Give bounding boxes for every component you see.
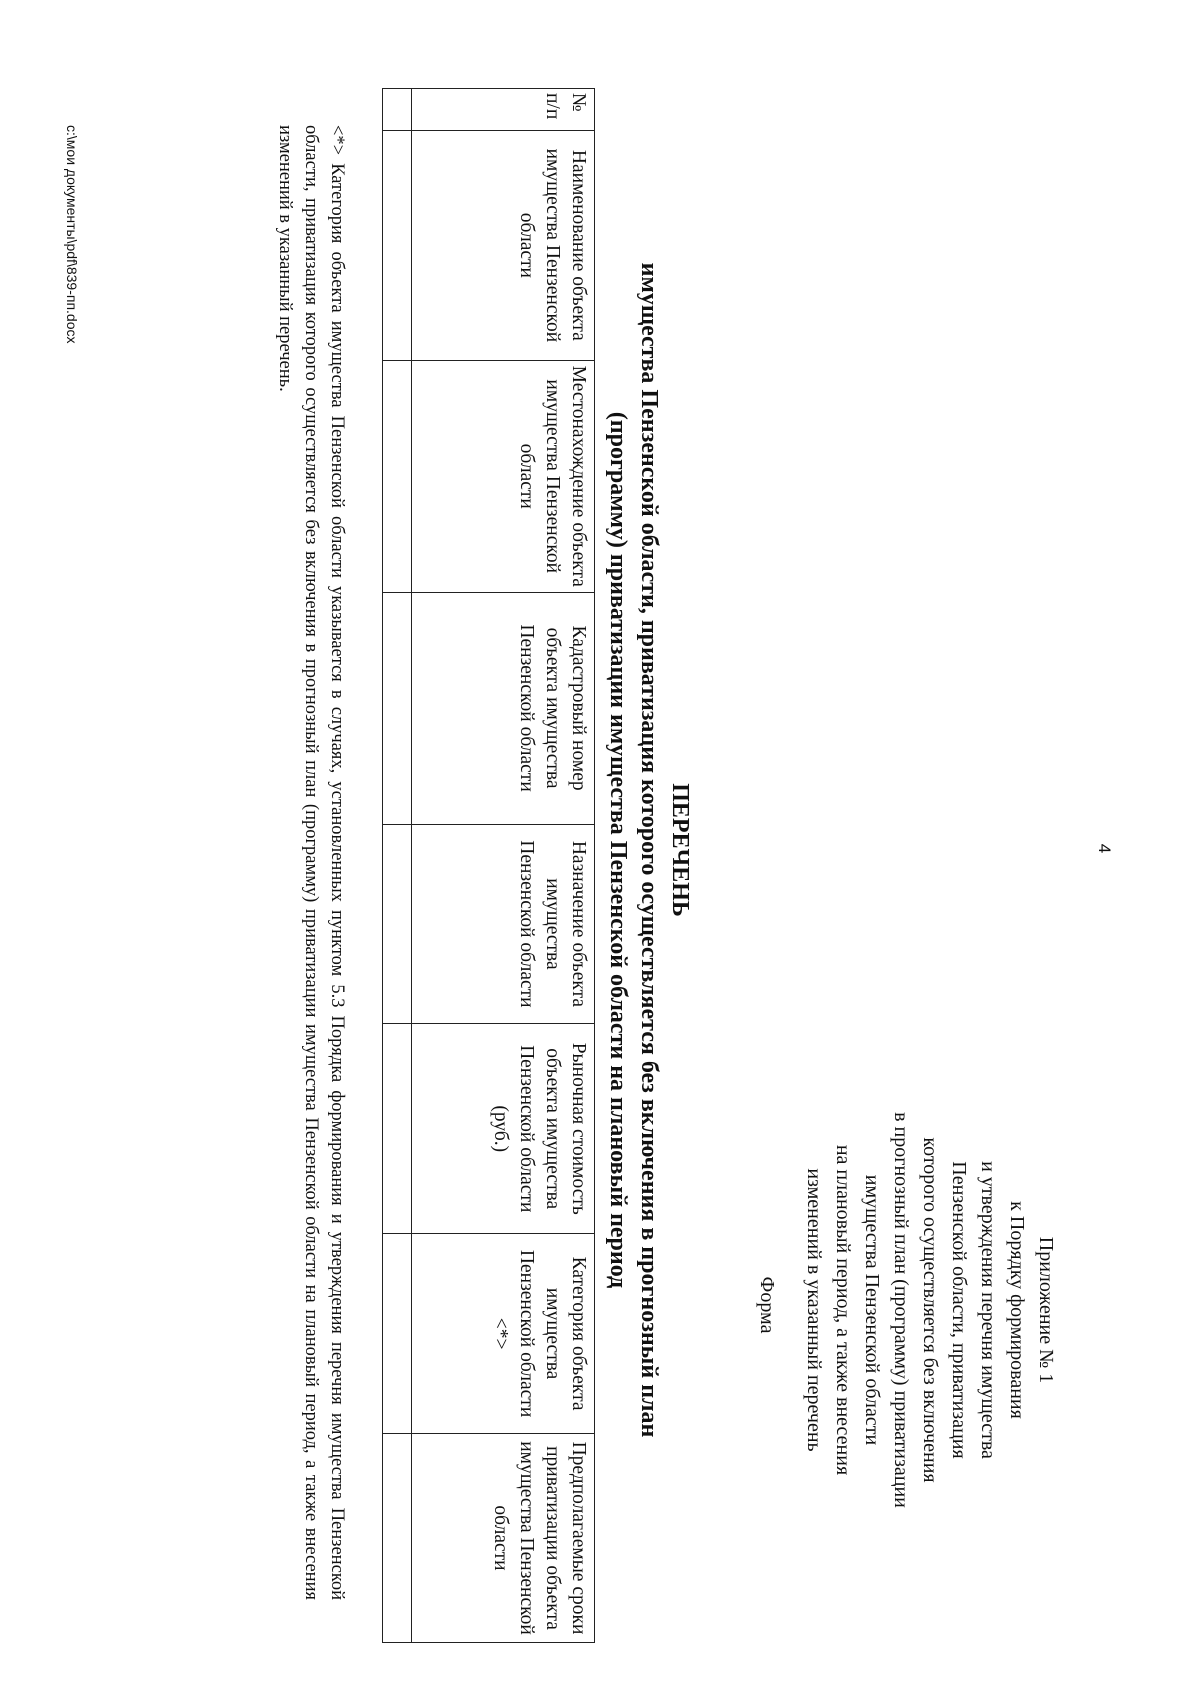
footnote: <*> Категория объекта имущества Пензенской области указывается в случаях, установленных пунктом 5.3 Порядка формирования и утверждения перечня имущества Пензенской области, приватизация которого осуществляется без включения в прогнозный план (программу) приватизации имущества Пензенской области на плановый период, а также внесения изменений в указанный перечень. bbox=[275, 125, 347, 1600]
title-line: имущества Пензенской области, приватизация которого осуществляется без включения в прогнозный план bbox=[636, 262, 662, 1438]
title-heading: ПЕРЕЧЕНЬ bbox=[667, 783, 693, 917]
appendix-line: Пензенской области, приватизация bbox=[948, 1161, 970, 1459]
column-header-name: Наименование объекта имущества Пензенской области bbox=[412, 130, 595, 360]
table-cell bbox=[383, 1024, 412, 1234]
file-path-footer: c:\мои документы\pdf\839-пп.docx bbox=[64, 125, 80, 344]
appendix-line: к Порядку формирования bbox=[1006, 1201, 1028, 1419]
form-label: Форма bbox=[756, 1276, 778, 1334]
property-list-table bbox=[382, 88, 595, 1643]
appendix-line: на плановый период, а также внесения bbox=[832, 1144, 854, 1476]
page-number: 4 bbox=[1095, 843, 1114, 854]
table-cell bbox=[383, 824, 412, 1024]
table-cell bbox=[383, 1234, 412, 1434]
title-line: (программу) приватизации имущества Пензенской области на плановый период bbox=[605, 411, 631, 1289]
appendix-line: имущества Пензенской области bbox=[861, 1174, 883, 1446]
appendix-line: и утверждения перечня имущества bbox=[977, 1161, 999, 1459]
appendix-line: в прогнозный план (программу) приватизации bbox=[890, 1112, 912, 1508]
table-cell bbox=[383, 1434, 412, 1643]
appendix-line: изменений в указанный перечень bbox=[803, 1168, 825, 1452]
table-header-row bbox=[412, 89, 595, 1643]
appendix-line: Приложение № 1 bbox=[1035, 1236, 1057, 1384]
column-header-number: № п/п bbox=[412, 89, 595, 131]
column-header-location: Местонахождение объекта имущества Пензенской области bbox=[412, 360, 595, 592]
table-cell bbox=[383, 592, 412, 824]
table-cell bbox=[383, 89, 412, 131]
column-header-cadastral-number: Кадастровый номер объекта имущества Пензенской области bbox=[412, 592, 595, 824]
document-title bbox=[602, 140, 695, 1560]
column-header-privatization-terms: Предполагаемые сроки приватизации объекта имущества Пензенской области bbox=[412, 1434, 595, 1643]
table-cell bbox=[383, 360, 412, 592]
column-header-purpose: Назначение объекта имущества Пензенской области bbox=[412, 824, 595, 1024]
column-header-market-value: Рыночная стоимость объекта имущества Пензенской области (руб.) bbox=[412, 1024, 595, 1234]
table-row bbox=[383, 89, 412, 1643]
appendix-header bbox=[799, 1070, 1060, 1550]
table-cell bbox=[383, 130, 412, 360]
appendix-line: которого осуществляется без включения bbox=[919, 1137, 941, 1483]
column-header-category: Категория объекта имущества Пензенской области <*> bbox=[412, 1234, 595, 1434]
